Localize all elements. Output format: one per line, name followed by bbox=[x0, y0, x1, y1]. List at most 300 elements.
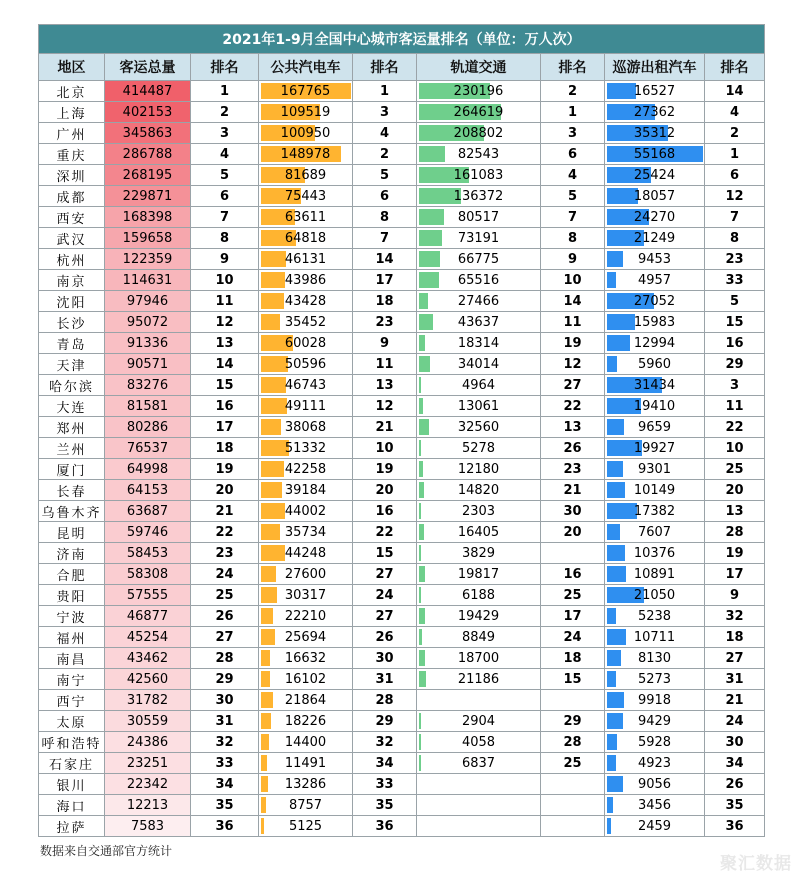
bus-cell bbox=[259, 165, 353, 186]
rail-cell bbox=[417, 249, 541, 270]
total-cell: 59746 bbox=[105, 522, 191, 543]
table-row bbox=[39, 501, 765, 522]
rail-cell bbox=[417, 690, 541, 711]
total-cell: 83276 bbox=[105, 375, 191, 396]
total-cell: 122359 bbox=[105, 249, 191, 270]
taxi-rank-cell: 17 bbox=[705, 564, 765, 585]
taxi-cell bbox=[605, 732, 705, 753]
taxi-value: 25424 bbox=[633, 167, 676, 183]
rail-cell bbox=[417, 312, 541, 333]
total-cell: 76537 bbox=[105, 438, 191, 459]
rail-rank-cell: 8 bbox=[541, 228, 605, 249]
rank-cell: 2 bbox=[191, 102, 259, 123]
bus-rank-cell: 23 bbox=[353, 312, 417, 333]
rail-value: 14820 bbox=[457, 482, 500, 498]
bus-cell bbox=[259, 123, 353, 144]
rail-rank-cell: 3 bbox=[541, 123, 605, 144]
bus-value: 46131 bbox=[284, 251, 327, 267]
taxi-rank-cell: 11 bbox=[705, 396, 765, 417]
taxi-rank-cell: 13 bbox=[705, 501, 765, 522]
taxi-cell bbox=[605, 81, 705, 102]
total-cell: 64153 bbox=[105, 480, 191, 501]
bus-value: 46743 bbox=[284, 377, 327, 393]
taxi-value: 31434 bbox=[633, 377, 676, 393]
rail-rank-cell bbox=[541, 795, 605, 816]
table-row bbox=[39, 270, 765, 291]
rail-rank-cell: 4 bbox=[541, 165, 605, 186]
taxi-value: 7607 bbox=[637, 524, 672, 540]
taxi-value: 17382 bbox=[633, 503, 676, 519]
rank-cell: 14 bbox=[191, 354, 259, 375]
table-row bbox=[39, 144, 765, 165]
table-row bbox=[39, 816, 765, 837]
table-row bbox=[39, 732, 765, 753]
rail-rank-cell: 13 bbox=[541, 417, 605, 438]
bus-rank-cell: 36 bbox=[353, 816, 417, 837]
rank-cell: 13 bbox=[191, 333, 259, 354]
taxi-cell bbox=[605, 396, 705, 417]
taxi-cell bbox=[605, 480, 705, 501]
bus-cell bbox=[259, 501, 353, 522]
table-row bbox=[39, 165, 765, 186]
taxi-rank-cell: 32 bbox=[705, 606, 765, 627]
taxi-value: 19927 bbox=[633, 440, 676, 456]
taxi-cell bbox=[605, 606, 705, 627]
taxi-cell bbox=[605, 228, 705, 249]
total-cell: 81581 bbox=[105, 396, 191, 417]
bus-cell bbox=[259, 186, 353, 207]
rail-cell bbox=[417, 354, 541, 375]
rail-value: 16405 bbox=[457, 524, 500, 540]
taxi-cell bbox=[605, 459, 705, 480]
taxi-cell bbox=[605, 501, 705, 522]
table-row bbox=[39, 249, 765, 270]
taxi-value: 55168 bbox=[633, 146, 676, 162]
rail-value: 80517 bbox=[457, 209, 500, 225]
rail-cell bbox=[417, 669, 541, 690]
bus-cell bbox=[259, 669, 353, 690]
rail-value: 65516 bbox=[457, 272, 500, 288]
taxi-rank-cell: 18 bbox=[705, 627, 765, 648]
rank-cell: 3 bbox=[191, 123, 259, 144]
rail-rank-cell: 16 bbox=[541, 564, 605, 585]
bus-value: 75443 bbox=[284, 188, 327, 204]
taxi-cell bbox=[605, 795, 705, 816]
total-cell: 58308 bbox=[105, 564, 191, 585]
bus-value: 148978 bbox=[280, 146, 331, 162]
city-cell: 西宁 bbox=[39, 690, 105, 711]
taxi-value: 24270 bbox=[633, 209, 676, 225]
rail-rank-cell bbox=[541, 690, 605, 711]
taxi-rank-cell: 36 bbox=[705, 816, 765, 837]
bus-cell bbox=[259, 564, 353, 585]
rail-value: 13061 bbox=[457, 398, 500, 414]
total-cell: 159658 bbox=[105, 228, 191, 249]
bus-value: 14400 bbox=[284, 734, 327, 750]
table-row bbox=[39, 690, 765, 711]
rail-cell bbox=[417, 459, 541, 480]
total-cell: 63687 bbox=[105, 501, 191, 522]
total-cell: 114631 bbox=[105, 270, 191, 291]
bus-cell bbox=[259, 228, 353, 249]
bus-value: 13286 bbox=[284, 776, 327, 792]
rail-cell bbox=[417, 648, 541, 669]
total-cell: 402153 bbox=[105, 102, 191, 123]
table-row bbox=[39, 774, 765, 795]
rail-value: 19429 bbox=[457, 608, 500, 624]
bus-value: 49111 bbox=[284, 398, 327, 414]
table-row bbox=[39, 228, 765, 249]
ranking-sheet bbox=[38, 24, 764, 837]
rail-cell bbox=[417, 270, 541, 291]
taxi-cell bbox=[605, 375, 705, 396]
taxi-value: 9429 bbox=[637, 713, 672, 729]
table-row bbox=[39, 102, 765, 123]
taxi-cell bbox=[605, 648, 705, 669]
rail-rank-cell: 26 bbox=[541, 438, 605, 459]
bus-rank-cell: 10 bbox=[353, 438, 417, 459]
taxi-value: 8130 bbox=[637, 650, 672, 666]
total-cell: 168398 bbox=[105, 207, 191, 228]
taxi-rank-cell: 5 bbox=[705, 291, 765, 312]
taxi-value: 10376 bbox=[633, 545, 676, 561]
bus-cell bbox=[259, 732, 353, 753]
rank-cell: 22 bbox=[191, 522, 259, 543]
taxi-rank-cell: 23 bbox=[705, 249, 765, 270]
taxi-value: 15983 bbox=[633, 314, 676, 330]
city-cell: 昆明 bbox=[39, 522, 105, 543]
header-row bbox=[39, 54, 765, 81]
rail-cell bbox=[417, 396, 541, 417]
taxi-cell bbox=[605, 543, 705, 564]
rail-value: 6188 bbox=[461, 587, 496, 603]
rank-cell: 33 bbox=[191, 753, 259, 774]
rank-cell: 25 bbox=[191, 585, 259, 606]
table-row bbox=[39, 480, 765, 501]
city-cell: 西安 bbox=[39, 207, 105, 228]
rail-cell bbox=[417, 123, 541, 144]
rank-cell: 19 bbox=[191, 459, 259, 480]
rail-cell bbox=[417, 774, 541, 795]
header-bus-rank: 排名 bbox=[353, 54, 417, 81]
rail-value: 12180 bbox=[457, 461, 500, 477]
city-cell: 南宁 bbox=[39, 669, 105, 690]
table-row bbox=[39, 291, 765, 312]
bus-value: 60028 bbox=[284, 335, 327, 351]
city-cell: 武汉 bbox=[39, 228, 105, 249]
bus-value: 35734 bbox=[284, 524, 327, 540]
taxi-rank-cell: 21 bbox=[705, 690, 765, 711]
rail-cell bbox=[417, 606, 541, 627]
total-cell: 7583 bbox=[105, 816, 191, 837]
bus-cell bbox=[259, 711, 353, 732]
rail-rank-cell: 6 bbox=[541, 144, 605, 165]
taxi-value: 9301 bbox=[637, 461, 672, 477]
bus-cell bbox=[259, 816, 353, 837]
city-cell: 呼和浩特 bbox=[39, 732, 105, 753]
taxi-cell bbox=[605, 123, 705, 144]
city-cell: 天津 bbox=[39, 354, 105, 375]
taxi-value: 35312 bbox=[633, 125, 676, 141]
taxi-rank-cell: 2 bbox=[705, 123, 765, 144]
taxi-rank-cell: 6 bbox=[705, 165, 765, 186]
rail-rank-cell: 17 bbox=[541, 606, 605, 627]
rail-rank-cell: 1 bbox=[541, 102, 605, 123]
rail-value: 82543 bbox=[457, 146, 500, 162]
city-cell: 青岛 bbox=[39, 333, 105, 354]
total-cell: 42560 bbox=[105, 669, 191, 690]
table-row bbox=[39, 81, 765, 102]
bus-cell bbox=[259, 648, 353, 669]
bus-value: 167765 bbox=[280, 83, 331, 99]
rank-cell: 16 bbox=[191, 396, 259, 417]
bus-rank-cell: 1 bbox=[353, 81, 417, 102]
rail-rank-cell bbox=[541, 543, 605, 564]
bus-rank-cell: 30 bbox=[353, 648, 417, 669]
taxi-cell bbox=[605, 753, 705, 774]
city-cell: 银川 bbox=[39, 774, 105, 795]
rail-rank-cell: 15 bbox=[541, 669, 605, 690]
taxi-value: 5238 bbox=[637, 608, 672, 624]
bus-cell bbox=[259, 333, 353, 354]
bus-value: 109519 bbox=[280, 104, 331, 120]
taxi-value: 21249 bbox=[633, 230, 676, 246]
bus-value: 27600 bbox=[284, 566, 327, 582]
city-cell: 宁波 bbox=[39, 606, 105, 627]
total-cell: 345863 bbox=[105, 123, 191, 144]
table-row bbox=[39, 522, 765, 543]
taxi-rank-cell: 14 bbox=[705, 81, 765, 102]
table-row bbox=[39, 417, 765, 438]
taxi-value: 10149 bbox=[633, 482, 676, 498]
bus-cell bbox=[259, 291, 353, 312]
total-cell: 95072 bbox=[105, 312, 191, 333]
rail-cell bbox=[417, 144, 541, 165]
rail-value: 264619 bbox=[453, 104, 504, 120]
bus-rank-cell: 17 bbox=[353, 270, 417, 291]
rail-cell bbox=[417, 291, 541, 312]
bus-rank-cell: 4 bbox=[353, 123, 417, 144]
table-row bbox=[39, 207, 765, 228]
rail-value: 66775 bbox=[457, 251, 500, 267]
rail-rank-cell: 18 bbox=[541, 648, 605, 669]
total-cell: 12213 bbox=[105, 795, 191, 816]
rail-value: 4964 bbox=[461, 377, 496, 393]
taxi-rank-cell: 3 bbox=[705, 375, 765, 396]
rank-cell: 27 bbox=[191, 627, 259, 648]
footnote: 数据来自交通部官方统计 bbox=[40, 844, 173, 858]
bus-cell bbox=[259, 774, 353, 795]
bus-value: 16632 bbox=[284, 650, 327, 666]
bus-value: 35452 bbox=[284, 314, 327, 330]
rank-cell: 5 bbox=[191, 165, 259, 186]
rail-value: 230196 bbox=[453, 83, 504, 99]
rail-cell bbox=[417, 711, 541, 732]
taxi-cell bbox=[605, 270, 705, 291]
rail-cell bbox=[417, 753, 541, 774]
city-cell: 拉萨 bbox=[39, 816, 105, 837]
rail-cell bbox=[417, 102, 541, 123]
taxi-cell bbox=[605, 417, 705, 438]
bus-value: 8757 bbox=[288, 797, 323, 813]
table-row bbox=[39, 312, 765, 333]
rank-cell: 26 bbox=[191, 606, 259, 627]
taxi-value: 10711 bbox=[633, 629, 676, 645]
total-cell: 45254 bbox=[105, 627, 191, 648]
bus-rank-cell: 33 bbox=[353, 774, 417, 795]
bus-rank-cell: 27 bbox=[353, 564, 417, 585]
city-cell: 南京 bbox=[39, 270, 105, 291]
rail-rank-cell: 24 bbox=[541, 627, 605, 648]
taxi-cell bbox=[605, 165, 705, 186]
total-cell: 90571 bbox=[105, 354, 191, 375]
taxi-value: 10891 bbox=[633, 566, 676, 582]
bus-value: 25694 bbox=[284, 629, 327, 645]
bus-rank-cell: 13 bbox=[353, 375, 417, 396]
bus-cell bbox=[259, 270, 353, 291]
rail-cell bbox=[417, 207, 541, 228]
total-cell: 91336 bbox=[105, 333, 191, 354]
taxi-rank-cell: 19 bbox=[705, 543, 765, 564]
bus-rank-cell: 6 bbox=[353, 186, 417, 207]
taxi-cell bbox=[605, 774, 705, 795]
taxi-cell bbox=[605, 102, 705, 123]
ranking-table bbox=[38, 24, 765, 837]
rank-cell: 29 bbox=[191, 669, 259, 690]
taxi-cell bbox=[605, 627, 705, 648]
bus-cell bbox=[259, 753, 353, 774]
table-row bbox=[39, 354, 765, 375]
header-bus: 公共汽电车 bbox=[259, 54, 353, 81]
rail-cell bbox=[417, 627, 541, 648]
rail-cell bbox=[417, 165, 541, 186]
city-cell: 大连 bbox=[39, 396, 105, 417]
bus-rank-cell: 16 bbox=[353, 501, 417, 522]
taxi-cell bbox=[605, 207, 705, 228]
rail-cell bbox=[417, 501, 541, 522]
bus-value: 63611 bbox=[284, 209, 327, 225]
rail-rank-cell: 23 bbox=[541, 459, 605, 480]
taxi-cell bbox=[605, 816, 705, 837]
rail-cell bbox=[417, 375, 541, 396]
bus-value: 43986 bbox=[284, 272, 327, 288]
taxi-rank-cell: 26 bbox=[705, 774, 765, 795]
total-cell: 23251 bbox=[105, 753, 191, 774]
taxi-value: 4923 bbox=[637, 755, 672, 771]
rail-rank-cell: 30 bbox=[541, 501, 605, 522]
rank-cell: 10 bbox=[191, 270, 259, 291]
table-row bbox=[39, 627, 765, 648]
bus-rank-cell: 34 bbox=[353, 753, 417, 774]
rank-cell: 4 bbox=[191, 144, 259, 165]
taxi-value: 5928 bbox=[637, 734, 672, 750]
taxi-rank-cell: 35 bbox=[705, 795, 765, 816]
taxi-cell bbox=[605, 711, 705, 732]
header-rank: 排名 bbox=[191, 54, 259, 81]
rail-value: 161083 bbox=[453, 167, 504, 183]
bus-value: 30317 bbox=[284, 587, 327, 603]
bus-rank-cell: 19 bbox=[353, 459, 417, 480]
taxi-rank-cell: 30 bbox=[705, 732, 765, 753]
total-cell: 22342 bbox=[105, 774, 191, 795]
bus-rank-cell: 29 bbox=[353, 711, 417, 732]
bus-cell bbox=[259, 606, 353, 627]
header-region: 地区 bbox=[39, 54, 105, 81]
total-cell: 229871 bbox=[105, 186, 191, 207]
rail-cell bbox=[417, 585, 541, 606]
rank-cell: 17 bbox=[191, 417, 259, 438]
rank-cell: 36 bbox=[191, 816, 259, 837]
header-taxi: 巡游出租汽车 bbox=[605, 54, 705, 81]
rail-value: 18314 bbox=[457, 335, 500, 351]
table-row bbox=[39, 564, 765, 585]
table-row bbox=[39, 543, 765, 564]
bus-rank-cell: 20 bbox=[353, 480, 417, 501]
taxi-cell bbox=[605, 291, 705, 312]
taxi-cell bbox=[605, 690, 705, 711]
bus-cell bbox=[259, 354, 353, 375]
rail-rank-cell: 25 bbox=[541, 753, 605, 774]
rail-rank-cell: 11 bbox=[541, 312, 605, 333]
bus-value: 18226 bbox=[284, 713, 327, 729]
city-cell: 福州 bbox=[39, 627, 105, 648]
taxi-rank-cell: 8 bbox=[705, 228, 765, 249]
bus-rank-cell: 11 bbox=[353, 354, 417, 375]
header-rail: 轨道交通 bbox=[417, 54, 541, 81]
table-row bbox=[39, 606, 765, 627]
total-cell: 268195 bbox=[105, 165, 191, 186]
rail-value: 5278 bbox=[461, 440, 496, 456]
taxi-value: 16527 bbox=[633, 83, 676, 99]
table-title: 2021年1-9月全国中心城市客运量排名（单位：万人次） bbox=[39, 25, 765, 54]
rank-cell: 28 bbox=[191, 648, 259, 669]
taxi-cell bbox=[605, 564, 705, 585]
city-cell: 成都 bbox=[39, 186, 105, 207]
bus-value: 42258 bbox=[284, 461, 327, 477]
taxi-rank-cell: 9 bbox=[705, 585, 765, 606]
taxi-rank-cell: 7 bbox=[705, 207, 765, 228]
rail-cell bbox=[417, 816, 541, 837]
bus-rank-cell: 14 bbox=[353, 249, 417, 270]
total-cell: 31782 bbox=[105, 690, 191, 711]
bus-rank-cell: 9 bbox=[353, 333, 417, 354]
rail-rank-cell: 27 bbox=[541, 375, 605, 396]
bus-cell bbox=[259, 144, 353, 165]
rank-cell: 11 bbox=[191, 291, 259, 312]
total-cell: 97946 bbox=[105, 291, 191, 312]
bus-rank-cell: 15 bbox=[353, 543, 417, 564]
rank-cell: 15 bbox=[191, 375, 259, 396]
rail-rank-cell: 22 bbox=[541, 396, 605, 417]
rail-rank-cell: 25 bbox=[541, 585, 605, 606]
table-row bbox=[39, 711, 765, 732]
taxi-cell bbox=[605, 354, 705, 375]
city-cell: 郑州 bbox=[39, 417, 105, 438]
bus-rank-cell: 27 bbox=[353, 606, 417, 627]
rail-value: 8849 bbox=[461, 629, 496, 645]
taxi-rank-cell: 27 bbox=[705, 648, 765, 669]
bus-rank-cell: 22 bbox=[353, 522, 417, 543]
rail-rank-cell bbox=[541, 816, 605, 837]
taxi-rank-cell: 24 bbox=[705, 711, 765, 732]
total-cell: 58453 bbox=[105, 543, 191, 564]
rank-cell: 12 bbox=[191, 312, 259, 333]
bus-cell bbox=[259, 417, 353, 438]
taxi-cell bbox=[605, 438, 705, 459]
taxi-rank-cell: 22 bbox=[705, 417, 765, 438]
rail-cell bbox=[417, 228, 541, 249]
rail-rank-cell: 21 bbox=[541, 480, 605, 501]
